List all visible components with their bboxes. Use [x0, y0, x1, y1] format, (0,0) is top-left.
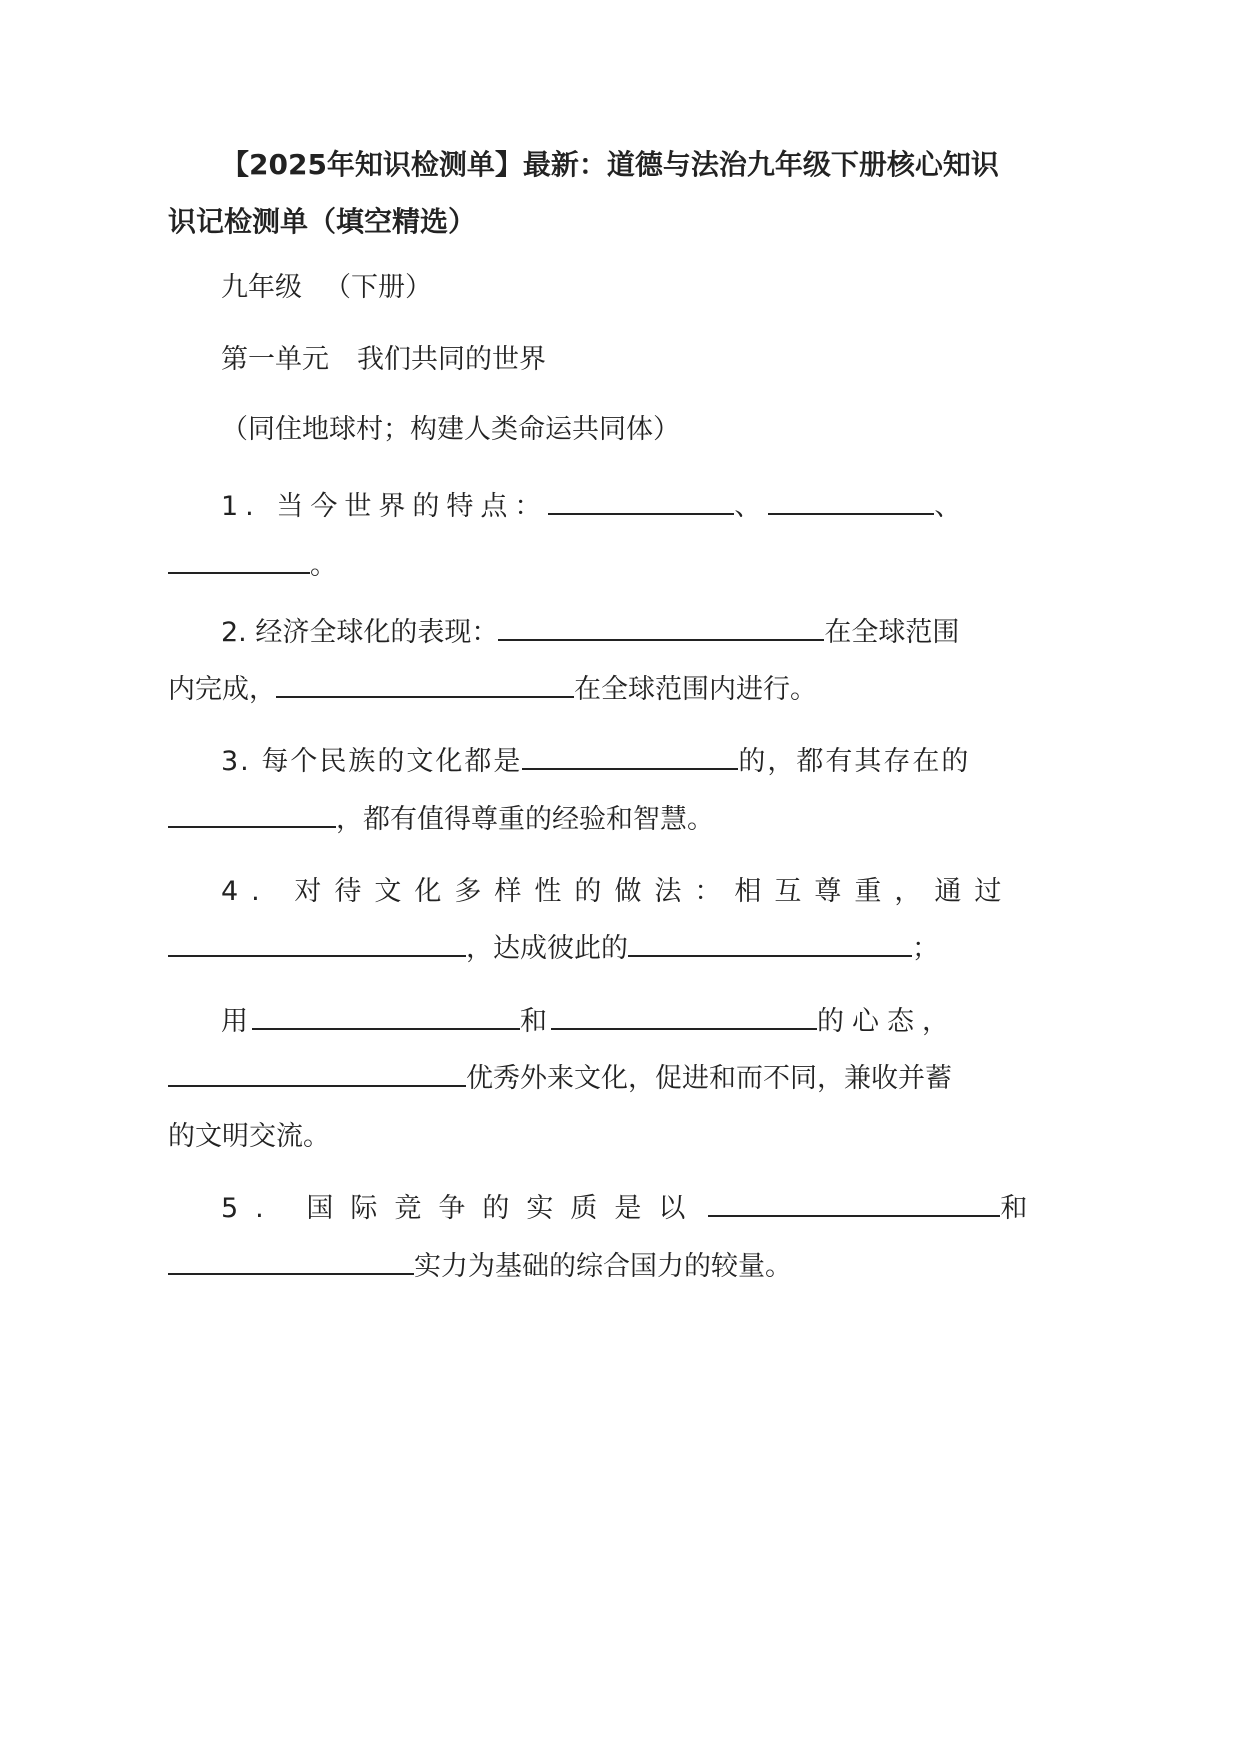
- question-4-stem: 4. 对待文化多样性的做法：相互尊重，通过: [221, 876, 1015, 907]
- question-5-text-after: 实力为基础的综合国力的较量。: [414, 1251, 792, 1282]
- question-4-mindset: 的心态，: [817, 1006, 957, 1037]
- unit-number: 第一单元: [221, 344, 329, 375]
- question-1-blank-3[interactable]: [168, 546, 310, 574]
- question-3-stem: 3. 每个民族的文化都是: [221, 746, 523, 777]
- question-2-line-1: [221, 613, 959, 653]
- grade-label: 九年级: [221, 272, 302, 303]
- question-5-blank-1[interactable]: [708, 1189, 1000, 1217]
- question-4-line-5: [168, 1117, 330, 1157]
- question-4-semicolon: ；: [912, 933, 939, 964]
- question-4-text-after3: 优秀外来文化，促进和而不同，兼收并蓄: [466, 1063, 952, 1094]
- question-5-line-2: [168, 1247, 792, 1287]
- document-title-line-2: 识记检测单（填空精选）: [168, 205, 477, 238]
- unit-heading: [221, 340, 546, 380]
- question-1-line-2: [168, 546, 337, 586]
- question-3-line-2: [168, 800, 714, 840]
- question-1-stem: 1. 当今世界的特点：: [221, 491, 549, 522]
- question-1-separator-1: 、: [734, 491, 769, 522]
- question-1-separator-2: 、: [934, 491, 969, 522]
- lessons-subtitle: （同住地球村；构建人类命运共同体）: [221, 414, 680, 445]
- question-2-text-2: 在全球范围内进行。: [574, 674, 817, 705]
- question-1-end: 。: [310, 550, 337, 581]
- question-4-text-mid: ，达成彼此的: [466, 933, 628, 964]
- question-2-line-2: [168, 670, 817, 710]
- question-3-blank-1[interactable]: [522, 742, 738, 770]
- question-4-blank-1[interactable]: [168, 929, 466, 957]
- grade-volume: （下册）: [324, 272, 432, 303]
- question-4-end: 的文明交流。: [168, 1121, 330, 1152]
- question-4-line-3: [221, 1002, 957, 1042]
- question-5-line-1: [221, 1189, 1027, 1229]
- question-4-blank-5[interactable]: [168, 1059, 466, 1087]
- document-title-line-1: 【2025年知识检测单】最新：道德与法治九年级下册核心知识: [221, 148, 999, 181]
- question-2-text-1: 在全球范围: [824, 617, 960, 648]
- question-4-use: 用: [221, 1006, 248, 1037]
- question-5-stem: 5. 国际竞争的实质是以: [221, 1193, 703, 1224]
- question-5-and: 和: [1000, 1193, 1028, 1224]
- question-3-blank-2[interactable]: [168, 800, 336, 828]
- question-4-line-1: [221, 872, 1014, 912]
- question-2-blank-1[interactable]: [498, 613, 824, 641]
- question-4-line-2: [168, 929, 939, 969]
- question-4-and: 和: [520, 1006, 547, 1037]
- grade-heading: [221, 268, 432, 308]
- question-1-line-1: [221, 487, 968, 527]
- unit-name: 我们共同的世界: [357, 344, 546, 375]
- question-4-blank-4[interactable]: [551, 1002, 817, 1030]
- question-3-line-1: [221, 742, 970, 782]
- question-4-blank-2[interactable]: [628, 929, 912, 957]
- question-2-stem: 2. 经济全球化的表现：: [221, 617, 499, 648]
- question-5-blank-2[interactable]: [168, 1247, 414, 1275]
- question-4-line-4: [168, 1059, 952, 1099]
- question-1-blank-2[interactable]: [768, 487, 934, 515]
- question-3-text-1: 的，都有其存在的: [738, 746, 971, 777]
- question-1-blank-1[interactable]: [548, 487, 734, 515]
- question-3-text-2: ，都有值得尊重的经验和智慧。: [336, 804, 714, 835]
- question-4-blank-3[interactable]: [252, 1002, 520, 1030]
- question-2-blank-2[interactable]: [276, 670, 574, 698]
- question-2-line2-start: 内完成，: [168, 674, 276, 705]
